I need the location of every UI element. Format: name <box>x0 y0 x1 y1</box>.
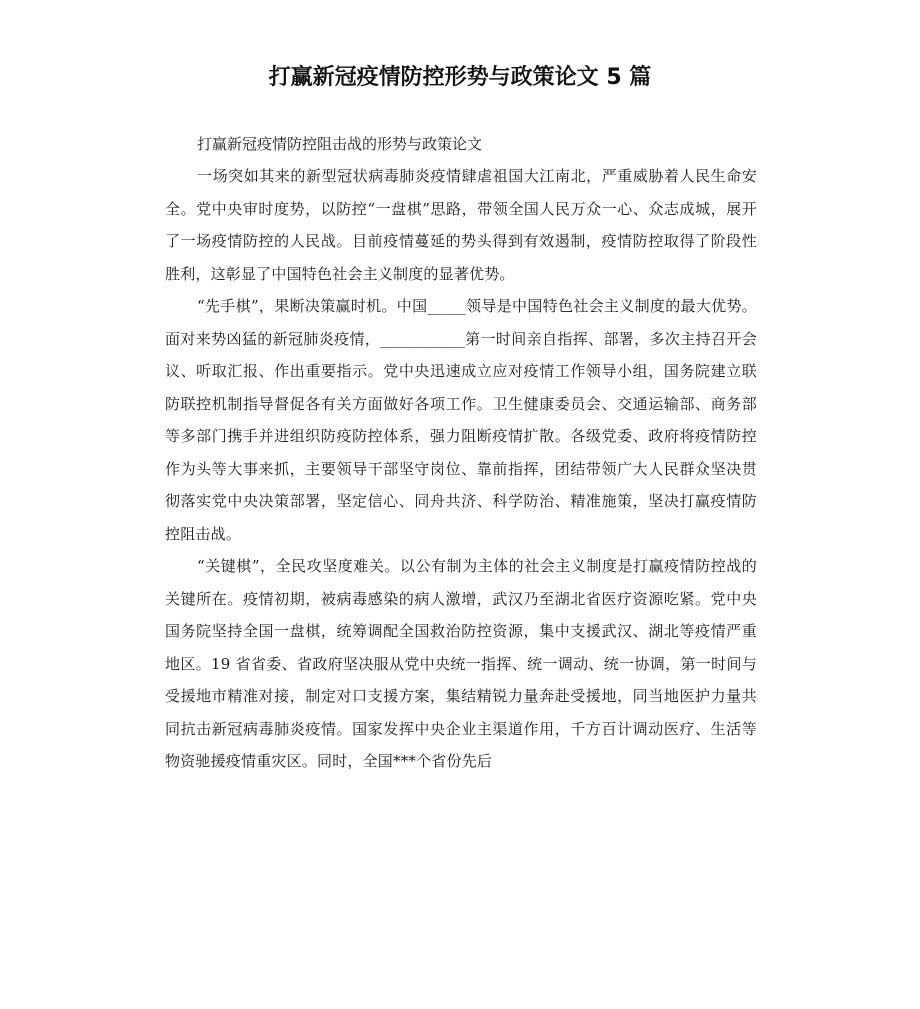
paragraph-2: “先手棋”，果断决策赢时机。中国_____领导是中国特色社会主义制度的最大优势。面对来势凶猛的新冠肺炎疫情，___________第一时间亲自指挥、部署，多次主持召开会议、听取汇报、作出重要指示。党中央迅速成立应对疫情工作领导小组，国务院建立联防联控机制指导督促各有关方面做好各项工作。卫生健康委员会、交通运输部、商务部等多部门携手并进组织防疫防控体系，强力阻断疫情扩散。各级党委、政府将疫情防控作为头等大事来抓，主要领导干部坚守岗位、靠前指挥，团结带领广大人民群众坚决贯彻落实党中央决策部署，坚定信心、同舟共济、科学防治、精准施策，坚决打赢疫情防控阻击战。 <box>165 297 757 543</box>
document-title: 打赢新冠疫情防控形势与政策论文 5 篇 <box>268 65 652 90</box>
document-body <box>165 128 757 778</box>
document-subtitle: 打赢新冠疫情防控阻击战的形势与政策论文 <box>197 135 483 153</box>
paragraph-1: 一场突如其来的新型冠状病毒肺炎疫情肆虐祖国大江南北，严重威胁着人民生命安全。党中央审时度势，以防控“一盘棋”思路，带领全国人民万众一心、众志成城，展开了一场疫情防控的人民战。目前疫情蔓延的势头得到有效遏制，疫情防控取得了阶段性胜利，这彰显了中国特色社会主义制度的显著优势。 <box>165 167 757 283</box>
paragraph-3: “关键棋”，全民攻坚度难关。以公有制为主体的社会主义制度是打赢疫情防控战的关键所在。疫情初期，被病毒感染的病人激增，武汉乃至湖北省医疗资源吃紧。党中央国务院坚持全国一盘棋，统筹调配全国救治防控资源，集中支援武汉、湖北等疫情严重地区。19 省省委、省政府坚决服从党中央统一指挥、统一调动、统一协调，第一时间与受援地市精准对接，制定对口支援方案，集结精锐力量奔赴受援地，同当地医护力量共同抗击新冠病毒肺炎疫情。国家发挥中央企业主渠道作用，千方百计调动医疗、生活等物资驰援疫情重灾区。同时，全国***个省份先后 <box>165 557 757 770</box>
